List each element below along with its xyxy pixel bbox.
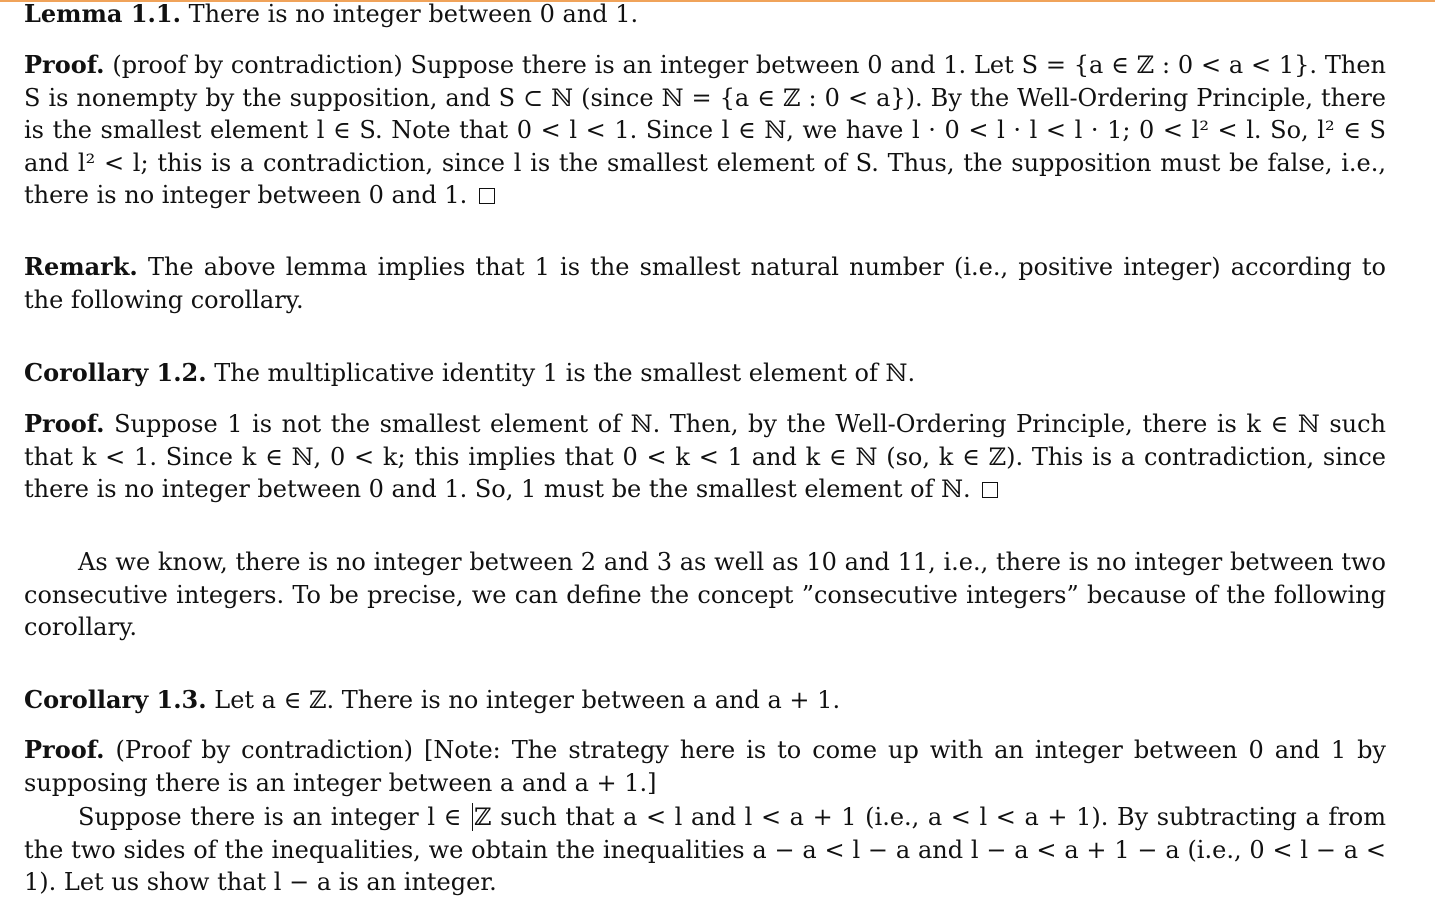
corollary-statement: The multiplicative identity 1 is the smallest element of ℕ.	[214, 359, 916, 387]
remark-text: The above lemma implies that 1 is the smallest natural number (i.e., positive integer) according to the following corollary.	[24, 253, 1386, 314]
qed-icon	[982, 482, 998, 498]
proof-text: (proof by contradiction) Suppose there is an integer between 0 and 1. Let S = {a ∈ ℤ : 0 < a < 1}. Then S is nonempty by the supposition, and S ⊂ ℕ (since ℕ = {a ∈ ℤ : 0 < a}). By the Well-Ordering Principle, there is the smallest element l ∈ S. Note that 0 < l < 1. Since l ∈ ℕ, we have l · 0 < l · l < l · 1; 0 < l² < l. So, l² ∈ S and l² < l; this is a contradiction, since l is the smallest element of S. Thus, the supposition must be false, i.e., there is no integer between 0 and 1.	[24, 51, 1386, 209]
lemma-1-1	[24, 0, 1386, 31]
corollary-1-3	[24, 684, 1386, 717]
proof-label: Proof.	[24, 735, 105, 764]
paragraph-text-end: ℤ such that a < l and l < a + 1 (i.e., a < l < a + 1). By subtracting a from the two sides of the inequalities, we obtain the inequalities a − a < l − a and l − a < a + 1 − a (i.e., 0 < l − a < 1). Let us show that l − a is an integer.	[24, 803, 1386, 896]
proof-2	[24, 408, 1386, 506]
proof-text: Suppose 1 is not the smallest element of ℕ. Then, by the Well-Ordering Principle, there is k ∈ ℕ such that k < 1. Since k ∈ ℕ, 0 < k; this implies that 0 < k < 1 and k ∈ ℕ (so, k ∈ ℤ). This is a contradiction, since there is no integer between 0 and 1. So, 1 must be the smallest element of ℕ.	[24, 410, 1386, 503]
corollary-label: Corollary 1.3.	[24, 685, 207, 714]
qed-icon	[479, 188, 495, 204]
proof-label: Proof.	[24, 409, 105, 438]
lemma-statement: There is no integer between 0 and 1.	[188, 0, 639, 28]
intro-paragraph	[24, 546, 1386, 644]
proof-1	[24, 49, 1386, 212]
corollary-label: Corollary 1.2.	[24, 358, 207, 387]
corollary-statement: Let a ∈ ℤ. There is no integer between a and a + 1.	[214, 686, 841, 714]
paragraph-text: As we know, there is no integer between 2 and 3 as well as 10 and 11, i.e., there is no integer between two consecutive integers. To be precise, we can define the concept ”consecutive integers” because of the following corollary.	[24, 548, 1386, 641]
lemma-label: Lemma 1.1.	[24, 0, 181, 28]
remark	[24, 251, 1386, 316]
text-cursor	[472, 803, 473, 831]
paragraph-text-start: Suppose there is an integer l ∈	[78, 803, 470, 831]
proof-label: Proof.	[24, 50, 105, 79]
proof-3-continued	[24, 801, 1386, 899]
corollary-1-2	[24, 357, 1386, 390]
proof-text: (Proof by contradiction) [Note: The strategy here is to come up with an integer between 0 and 1 by supposing there is an integer between a and a + 1.]	[24, 736, 1386, 797]
remark-label: Remark.	[24, 252, 138, 281]
proof-3	[24, 734, 1386, 799]
